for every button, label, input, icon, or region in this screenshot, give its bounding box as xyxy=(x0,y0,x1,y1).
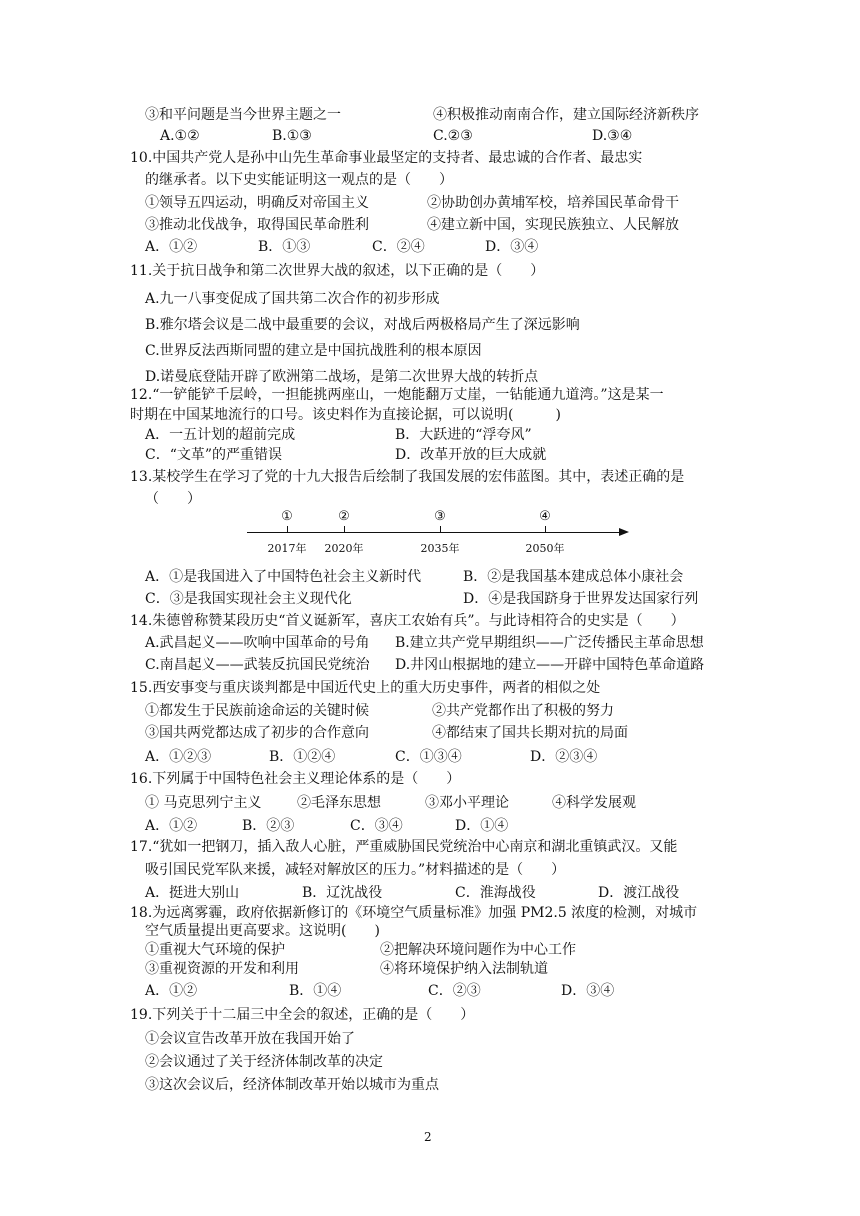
q18-option-c: C．②③ xyxy=(428,983,481,999)
q15-option-b: B．①②④ xyxy=(269,749,336,765)
q10-stem-line1: 10.中国共产党人是孙中山先生革命事业最坚定的支持者、最忠诚的合作者、最忠实 xyxy=(130,150,643,166)
page-number: 2 xyxy=(424,1130,432,1144)
timeline-mark-4: ④ xyxy=(539,509,551,524)
q15-option-d: D．②③④ xyxy=(530,749,598,765)
q13-stem-line1: 13.某校学生在学习了党的十九大报告后绘制了我国发展的宏伟蓝图。其中，表述正确的是 xyxy=(130,469,685,485)
q14-option-c: C.南昌起义——武装反抗国民党统治 xyxy=(145,657,370,673)
timeline-mark-1: ① xyxy=(281,509,293,524)
q17-stem-line1: 17.“犹如一把钢刀，插入敌人心脏，严重威胁国民党统治中心南京和湖北重镇武汉。又能 xyxy=(130,839,678,855)
q15-item-2: ②共产党都作出了积极的努力 xyxy=(432,703,614,719)
q12-option-b: B．大跃进的“浮夸风” xyxy=(395,427,532,443)
timeline-tick xyxy=(344,526,345,532)
q14-option-a: A.武昌起义——吹响中国革命的号角 xyxy=(145,635,370,651)
q15-item-1: ①都发生于民族前途命运的关键时候 xyxy=(145,703,369,719)
q9-item-4: ④积极推动南南合作，建立国际经济新秩序 xyxy=(433,107,699,123)
q18-stem-line2: 空气质量提出更高要求。这说明( ) xyxy=(145,923,380,939)
q16-item-2: ②毛泽东思想 xyxy=(297,795,381,811)
q9-option-c: C.②③ xyxy=(433,128,473,144)
q9-item-3: ③和平问题是当今世界主题之一 xyxy=(145,107,341,123)
timeline-year-2035: 2035年 xyxy=(420,542,460,555)
q15-item-4: ④都结束了国共长期对抗的局面 xyxy=(432,725,628,741)
q10-stem-line2: 的继承者。以下史实能证明这一观点的是（ ） xyxy=(145,172,453,188)
q9-option-a: A.①② xyxy=(160,128,200,144)
q15-item-3: ③国共两党都达成了初步的合作意向 xyxy=(145,725,369,741)
q14-option-d: D.井冈山根据地的建立——开辟中国特色革命道路 xyxy=(395,657,705,673)
q16-option-a: A．①② xyxy=(145,818,198,834)
timeline-tick xyxy=(545,526,546,532)
q18-item-4: ④将环境保护纳入法制轨道 xyxy=(380,961,548,977)
q10-option-b: B．①③ xyxy=(258,239,311,255)
q10-item-2: ②协助创办黄埔军校，培养国民革命骨干 xyxy=(427,195,679,211)
q11-option-b: B.雅尔塔会议是二战中最重要的会议，对战后两极格局产生了深远影响 xyxy=(145,317,580,333)
q15-option-a: A．①②③ xyxy=(145,749,212,765)
timeline-tick xyxy=(440,526,441,532)
q19-item-3: ③这次会议后，经济体制改革开始以城市为重点 xyxy=(145,1077,439,1093)
q18-stem-line1: 18.为远离雾霾，政府依据新修订的《环境空气质量标准》加强 PM2.5 浓度的检测，对城市 xyxy=(130,905,698,921)
q15-option-c: C．①③④ xyxy=(395,749,462,765)
timeline-tick xyxy=(287,526,288,532)
q18-option-a: A．①② xyxy=(145,983,198,999)
q10-option-d: D．③④ xyxy=(485,239,539,255)
q16-option-c: C．③④ xyxy=(350,818,403,834)
q10-option-c: C．②④ xyxy=(372,239,425,255)
q11-option-a: A.九一八事变促成了国共第二次合作的初步形成 xyxy=(145,291,440,307)
q14-option-b: B.建立共产党早期组织——广泛传播民主革命思想 xyxy=(395,635,704,651)
timeline-arrow xyxy=(619,528,629,536)
q18-option-d: D．③④ xyxy=(561,983,615,999)
q13-option-d: D．④是我国跻身于世界发达国家行列 xyxy=(463,591,699,607)
q19-item-2: ②会议通过了关于经济体制改革的决定 xyxy=(145,1054,383,1070)
q12-option-d: D．改革开放的巨大成就 xyxy=(395,447,547,463)
q16-stem: 16.下列属于中国特色社会主义理论体系的是（ ） xyxy=(130,771,461,787)
q16-item-3: ③邓小平理论 xyxy=(425,795,509,811)
timeline-year-2017: 2017年 xyxy=(267,542,307,555)
q19-stem: 19.下列关于十二届三中全会的叙述，正确的是（ ） xyxy=(130,1007,475,1023)
q18-option-b: B．①④ xyxy=(289,983,342,999)
q10-item-4: ④建立新中国，实现民族独立、人民解放 xyxy=(427,217,679,233)
timeline-axis xyxy=(247,532,622,533)
q10-option-a: A．①② xyxy=(145,239,198,255)
q15-stem: 15.西安事变与重庆谈判都是中国近代史上的重大历史事件，两者的相似之处 xyxy=(130,680,601,696)
q17-option-d: D．渡江战役 xyxy=(598,885,680,901)
timeline-mark-3: ③ xyxy=(434,509,446,524)
timeline-year-2050: 2050年 xyxy=(525,542,565,555)
q10-item-1: ①领导五四运动，明确反对帝国主义 xyxy=(145,195,369,211)
q18-item-2: ②把解决环境问题作为中心工作 xyxy=(380,942,576,958)
q9-option-b: B.①③ xyxy=(272,128,312,144)
q9-option-d: D.③④ xyxy=(592,128,633,144)
q17-option-a: A．挺进大别山 xyxy=(145,885,240,901)
q10-item-3: ③推动北伐战争，取得国民革命胜利 xyxy=(145,217,369,233)
q13-option-b: B．②是我国基本建成总体小康社会 xyxy=(463,569,684,585)
q16-item-1: ① 马克思列宁主义 xyxy=(145,795,262,811)
q13-option-c: C．③是我国实现社会主义现代化 xyxy=(145,591,352,607)
q12-option-a: A．一五计划的超前完成 xyxy=(145,427,296,443)
timeline-year-2020: 2020年 xyxy=(324,542,364,555)
q12-option-c: C．“文革”的严重错误 xyxy=(145,447,283,463)
q18-item-3: ③重视资源的开发和利用 xyxy=(145,961,299,977)
q17-option-c: C．淮海战役 xyxy=(455,885,536,901)
q11-stem: 11.关于抗日战争和第二次世界大战的叙述，以下正确的是（ ） xyxy=(130,263,545,279)
q13-option-a: A．①是我国进入了中国特色社会主义新时代 xyxy=(145,569,422,585)
q12-stem-line1: 12.“一铲能铲千层岭，一担能挑两座山，一炮能翻万丈崖，一钻能通九道湾。”这是某一 xyxy=(130,387,664,403)
q14-stem: 14.朱德曾称赞某段历史“首义诞新军，喜庆工农始有兵”。与此诗相符合的史实是（ ） xyxy=(130,613,685,629)
q17-stem-line2: 吸引国民党军队来援，减轻对解放区的压力。”材料描述的是（ ） xyxy=(145,862,566,878)
q18-item-1: ①重视大气环境的保护 xyxy=(145,942,285,958)
q12-stem-line2: 时期在中国某地流行的口号。该史料作为直接论据，可以说明( ) xyxy=(130,407,561,423)
q16-item-4: ④科学发展观 xyxy=(552,795,636,811)
development-timeline xyxy=(247,508,632,558)
q11-option-d: D.诺曼底登陆开辟了欧洲第二战场，是第二次世界大战的转折点 xyxy=(145,369,539,385)
q13-stem-line2: （ ） xyxy=(145,491,201,507)
q17-option-b: B．辽沈战役 xyxy=(302,885,383,901)
q11-option-c: C.世界反法西斯同盟的建立是中国抗战胜利的根本原因 xyxy=(145,343,482,359)
timeline-mark-2: ② xyxy=(338,509,350,524)
q19-item-1: ①会议宣告改革开放在我国开始了 xyxy=(145,1031,355,1047)
q16-option-d: D．①④ xyxy=(455,818,509,834)
q16-option-b: B．②③ xyxy=(242,818,295,834)
